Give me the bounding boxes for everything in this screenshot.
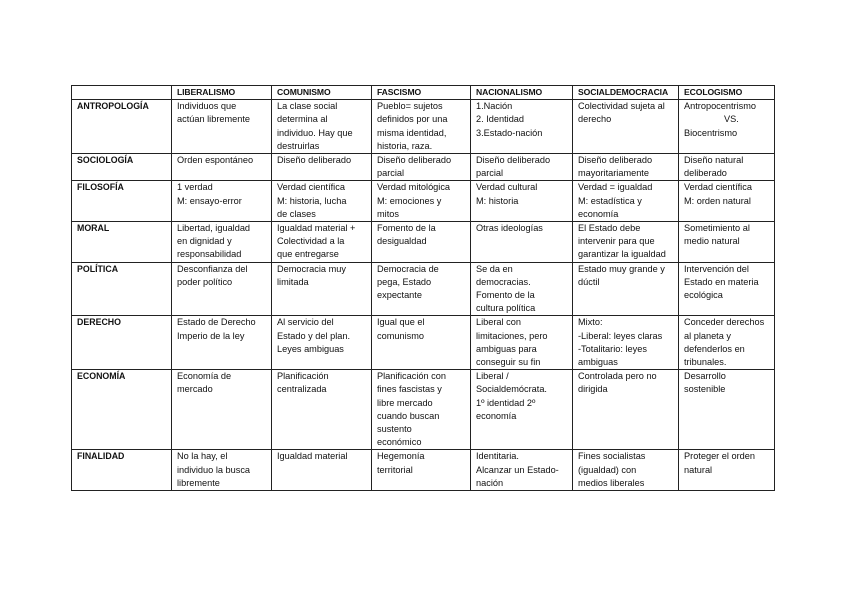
table-cell: Otras ideologías <box>471 222 573 263</box>
row-label: ANTROPOLOGÍA <box>72 100 172 154</box>
header-cell-ecologismo: ECOLOGISMO <box>679 86 775 100</box>
table-cell: 1 verdad M: ensayo-error <box>172 181 272 222</box>
table-cell: El Estado debe intervenir para que garantizar la igualdad <box>573 222 679 263</box>
row-label: SOCIOLOGÍA <box>72 154 172 181</box>
table-cell: Sometimiento al medio natural <box>679 222 775 263</box>
row-label: FINALIDAD <box>72 450 172 491</box>
table-cell: Al servicio del Estado y del plan. Leyes ambiguas <box>272 316 372 370</box>
table-cell: Igual que el comunismo <box>372 316 471 370</box>
table-cell: Liberal / Socialdemócrata. 1º identidad 2º economía <box>471 370 573 450</box>
table-row <box>72 262 775 316</box>
row-label: DERECHO <box>72 316 172 370</box>
table-cell: Conceder derechos al planeta y defenderlos en tribunales. <box>679 316 775 370</box>
table-cell: Controlada pero no dirigida <box>573 370 679 450</box>
table-cell: Fomento de la desigualdad <box>372 222 471 263</box>
header-cell-fascismo: FASCISMO <box>372 86 471 100</box>
table-cell: Hegemonía territorial <box>372 450 471 491</box>
table-cell: Verdad mitológica M: emociones y mitos <box>372 181 471 222</box>
table-cell: Colectividad sujeta al derecho <box>573 100 679 154</box>
table-cell: Orden espontáneo <box>172 154 272 181</box>
table-cell: Igualdad material <box>272 450 372 491</box>
table-cell: Planificación centralizada <box>272 370 372 450</box>
row-label: ECONOMÍA <box>72 370 172 450</box>
table-cell: Intervención del Estado en materia ecológica <box>679 262 775 316</box>
header-cell-nacionalismo: NACIONALISMO <box>471 86 573 100</box>
table-row <box>72 316 775 370</box>
cell-line: Antropocentrismo <box>684 101 757 112</box>
row-label: MORAL <box>72 222 172 263</box>
table-cell: Planificación con fines fascistas y libre mercado cuando buscan sustento económico <box>372 370 471 450</box>
table-cell: Diseño deliberado mayoritariamente <box>573 154 679 181</box>
table-cell: Diseño deliberado parcial <box>372 154 471 181</box>
table-cell: Estado de Derecho Imperio de la ley <box>172 316 272 370</box>
table-row <box>72 181 775 222</box>
table-row <box>72 222 775 263</box>
table-cell: 1.Nación 2. Identidad 3.Estado-nación <box>471 100 573 154</box>
ideologies-comparison-table <box>71 85 775 491</box>
table-cell: Igualdad material + Colectividad a la que entregarse <box>272 222 372 263</box>
row-label: POLÍTICA <box>72 262 172 316</box>
table-cell: Liberal con limitaciones, pero ambiguas para conseguir su fin <box>471 316 573 370</box>
table-cell: Verdad = igualdad M: estadística y economía <box>573 181 679 222</box>
table-cell: Estado muy grande y dúctil <box>573 262 679 316</box>
table-cell: Se da en democracias. Fomento de la cultura política <box>471 262 573 316</box>
table-cell: Diseño natural deliberado <box>679 154 775 181</box>
table-row <box>72 154 775 181</box>
table-row <box>72 100 775 154</box>
table-cell-centered-versus <box>679 100 775 154</box>
header-cell-liberalismo: LIBERALISMO <box>172 86 272 100</box>
header-cell-empty <box>72 86 172 100</box>
cell-line: VS. <box>724 114 739 125</box>
table-cell: Verdad cultural M: historia <box>471 181 573 222</box>
table-cell: Identitaria. Alcanzar un Estado- nación <box>471 450 573 491</box>
table-cell: No la hay, el individuo la busca libremente <box>172 450 272 491</box>
table-cell: Individuos que actúan libremente <box>172 100 272 154</box>
table-cell: Democracia muy limitada <box>272 262 372 316</box>
table-row <box>72 450 775 491</box>
header-cell-socialdemocracia: SOCIALDEMOCRACIA <box>573 86 679 100</box>
table-cell: Desconfianza del poder político <box>172 262 272 316</box>
header-cell-comunismo: COMUNISMO <box>272 86 372 100</box>
table-cell: Libertad, igualdad en dignidad y responsabilidad <box>172 222 272 263</box>
table-cell: Proteger el orden natural <box>679 450 775 491</box>
table-cell: Mixto: -Liberal: leyes claras -Totalitario: leyes ambiguas <box>573 316 679 370</box>
row-label: FILOSOFÍA <box>72 181 172 222</box>
table-cell: Verdad científica M: orden natural <box>679 181 775 222</box>
table-cell: Democracia de pega, Estado expectante <box>372 262 471 316</box>
table-cell: Diseño deliberado <box>272 154 372 181</box>
table-cell: Desarrollo sostenible <box>679 370 775 450</box>
table-cell: La clase social determina al individuo. Hay que destruirlas <box>272 100 372 154</box>
table-cell: Verdad científica M: historia, lucha de clases <box>272 181 372 222</box>
table-cell: Pueblo= sujetos definidos por una misma identidad, historia, raza. <box>372 100 471 154</box>
table-cell: Diseño deliberado parcial <box>471 154 573 181</box>
table-cell: Fines socialistas (igualdad) con medios liberales <box>573 450 679 491</box>
table-header-row <box>72 86 775 100</box>
cell-line: Biocentrismo <box>684 127 738 138</box>
table-row <box>72 370 775 450</box>
table-cell: Economía de mercado <box>172 370 272 450</box>
